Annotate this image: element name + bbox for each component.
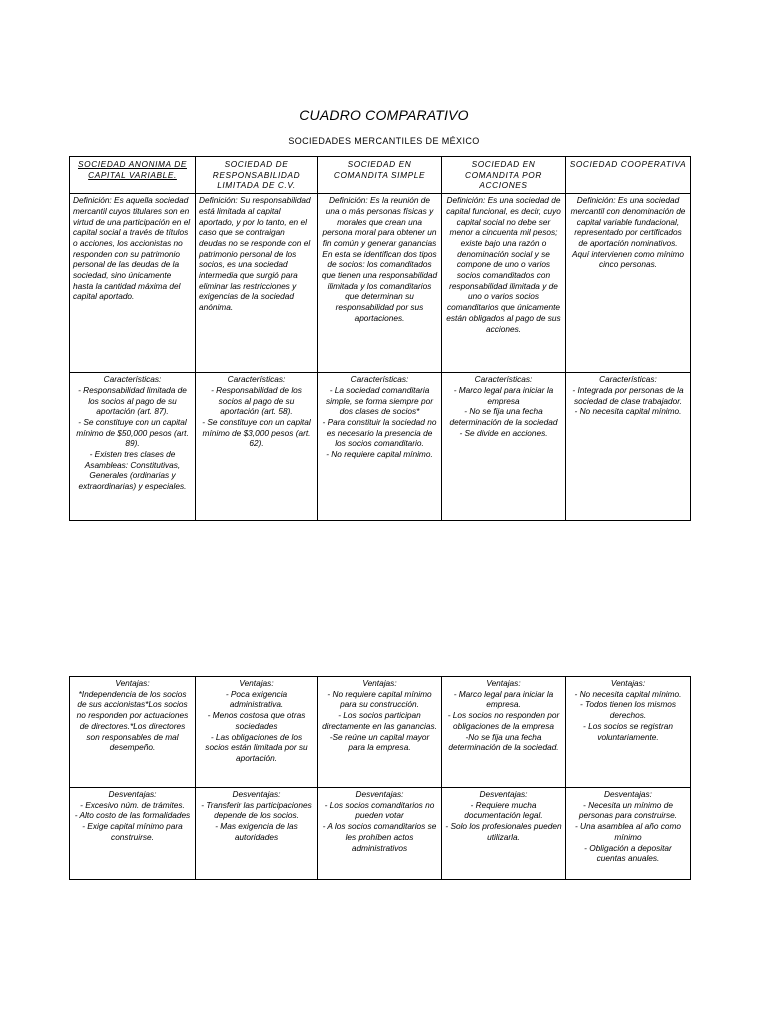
desventajas-cell-comandita-simple: Desventajas: - Los socios comanditarios no pueden votar - A los socios comanditarios se les prohíben actos administrativos: [318, 788, 442, 880]
header-row: [70, 157, 691, 194]
ventajas-row: [70, 677, 691, 788]
definicion-cell-comandita-simple: Definición: Es la reunión de una o más personas físicas y morales que crean una persona moral para obtener un fin común y generar ganancias En esta se identifican dos tipos de socios: los comanditados que tienen una responsabilidad ilimitada y los comanditarios que determinan su responsabilidad por sus aportaciones.: [318, 194, 442, 373]
header-cell-comandita-acciones: SOCIEDAD EN COMANDITA POR ACCIONES: [442, 157, 566, 194]
desventajas-cell-anonima: Desventajas: - Excesivo núm. de trámites. - Alto costo de las formalidades - Exige capital mínimo para construirse.: [70, 788, 196, 880]
comparison-table-bottom: [69, 676, 691, 880]
caracteristicas-cell-anonima: Características: - Responsabilidad limitada de los socios al pago de su aportación (art. 87). - Se constituye con un capital mínimo de $50,000 pesos (art. 89). - Existen tres clases de Asambleas: Constitutivas, Generales (ordinarias y extraordinarias) y especiales.: [70, 373, 196, 521]
ventajas-cell-anonima: Ventajas: *Independencia de los socios de sus accionistas*Los socios no responden por actuaciones de directores.*Los directores son responsables de mal desempeño.: [70, 677, 196, 788]
document-title: CUADRO COMPARATIVO: [299, 107, 469, 123]
ventajas-cell-comandita-simple: Ventajas: - No requiere capital mínimo para su construcción. - Los socios participan directamente en las ganancias. -Se reúne un capital mayor para la empresa.: [318, 677, 442, 788]
ventajas-cell-responsabilidad-limitada: Ventajas: - Poca exigencia administrativa. - Menos costosa que otras sociedades - Las obligaciones de los socios están limitada por su aportación.: [196, 677, 318, 788]
desventajas-cell-comandita-acciones: Desventajas: - Requiere mucha documentación legal. - Solo los profesionales pueden utilizarla.: [442, 788, 566, 880]
comparison-table-top: [69, 156, 691, 521]
header-cell-comandita-simple: SOCIEDAD EN COMANDITA SIMPLE: [318, 157, 442, 194]
desventajas-cell-responsabilidad-limitada: Desventajas: - Transferir las participaciones depende de los socios. - Mas exigencia de las autoridades: [196, 788, 318, 880]
definicion-cell-cooperativa: Definición: Es una sociedad mercantil con denominación de capital variable fundacional, representado por certificados de aportación nominativos. Aquí intervienen como mínimo cinco personas.: [566, 194, 691, 373]
header-cell-anonima: SOCIEDAD ANONIMA DE CAPITAL VARIABLE.: [70, 157, 196, 194]
header-cell-cooperativa: SOCIEDAD COOPERATIVA: [566, 157, 691, 194]
document-subtitle: SOCIEDADES MERCANTILES DE MÉXICO: [288, 136, 480, 146]
desventajas-row: [70, 788, 691, 880]
ventajas-cell-comandita-acciones: Ventajas: - Marco legal para iniciar la empresa. - Los socios no responden por obligaciones de la empresa -No se fija una fecha determinación de la sociedad.: [442, 677, 566, 788]
header-cell-responsabilidad-limitada: SOCIEDAD DE RESPONSABILIDAD LIMITADA DE C.V.: [196, 157, 318, 194]
definicion-cell-anonima: Definición: Es aquella sociedad mercantil cuyos titulares son en virtud de una participación en el capital social a través de títulos o acciones, los accionistas no responden con su patrimonio personal de las deudas de la sociedad, sino únicamente hasta la cantidad máxima del capital aportado.: [70, 194, 196, 373]
caracteristicas-cell-responsabilidad-limitada: Características: - Responsabilidad de los socios al pago de su aportación (art. 58). - Se constituye con un capital mínimo de $3,000 pesos (art. 62).: [196, 373, 318, 521]
caracteristicas-cell-comandita-simple: Características: - La sociedad comanditaria simple, se forma siempre por dos clases de socios* - Para constituir la sociedad no es necesario la presencia de los socios comanditario. - No requiere capital mínimo.: [318, 373, 442, 521]
definicion-cell-responsabilidad-limitada: Definición: Su responsabilidad está limitada al capital aportado, y por lo tanto, en el caso que se contraigan deudas no se responde con el patrimonio personal de los socios, es una sociedad intermedia que surgió para eliminar las restricciones y exigencias de la sociedad anónima.: [196, 194, 318, 373]
caracteristicas-cell-cooperativa: Características: - Integrada por personas de la sociedad de clase trabajador. - No necesita capital mínimo.: [566, 373, 691, 521]
definicion-row: [70, 194, 691, 373]
desventajas-cell-cooperativa: Desventajas: - Necesita un mínimo de personas para construirse. - Una asamblea al año como mínimo - Obligación a depositar cuentas anuales.: [566, 788, 691, 880]
caracteristicas-row: [70, 373, 691, 521]
caracteristicas-cell-comandita-acciones: Características: - Marco legal para iniciar la empresa - No se fija una fecha determinación de la sociedad - Se divide en acciones.: [442, 373, 566, 521]
definicion-cell-comandita-acciones: Definición: Es una sociedad de capital funcional, es decir, cuyo capital social no debe ser menor a cincuenta mil pesos; existe bajo una razón o denominación social y se compone de uno o varios socios comanditados con responsabilidad ilimitada y de uno o varios socios comanditarios que únicamente están obligados al pago de sus acciones.: [442, 194, 566, 373]
ventajas-cell-cooperativa: Ventajas: - No necesita capital mínimo. - Todos tienen los mismos derechos. - Los socios se registran voluntariamente.: [566, 677, 691, 788]
